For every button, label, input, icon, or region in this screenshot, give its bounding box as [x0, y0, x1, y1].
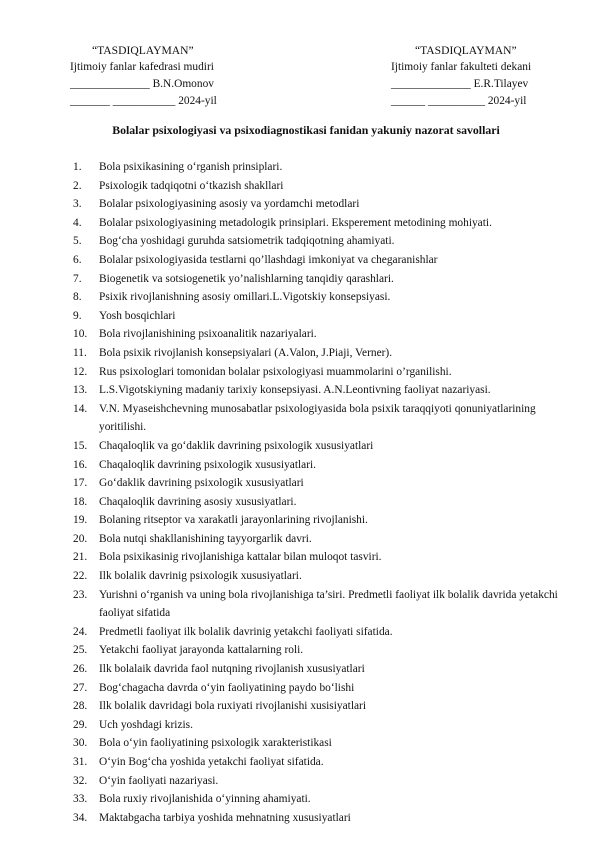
question-text: Ilk bolalik davridagi bola ruxiyati rivojlanishi xusisiyatlari [99, 700, 366, 713]
question-item [73, 195, 573, 214]
question-text: Psixik rivojlanishning asosiy omillari.L.Vigotskiy konsepsiyasi. [99, 291, 391, 304]
approval-position: Ijtimoiy fanlar kafedrasi mudiri [70, 61, 214, 73]
question-text: Ilk bolalaik davrida faol nutqning rivojlanish xususiyatlari [99, 663, 365, 676]
question-number: 3. [73, 198, 82, 211]
question-item [73, 158, 573, 177]
question-item [73, 437, 573, 456]
question-number: 9. [73, 309, 82, 322]
question-item [73, 232, 573, 251]
question-item [73, 325, 573, 344]
question-text: Bolalar psixologiyasida testlarni qo’llashdagi imkoniyat va chegaranishlar [99, 253, 438, 266]
question-number: 22. [73, 570, 88, 583]
question-text: O‘yin faoliyati nazariyasi. [99, 774, 219, 787]
approval-heading: “TASDIQLAYMAN” [92, 44, 194, 57]
question-number: 21. [73, 551, 88, 564]
question-item [73, 641, 573, 660]
question-number: 20. [73, 532, 88, 545]
question-number: 19. [73, 514, 88, 527]
question-number: 16. [73, 458, 88, 471]
question-item [73, 567, 573, 586]
approval-signature-line: ______________ E.R.Tilayev [391, 78, 529, 90]
question-text: Chaqaloqlik davrining asosiy xususiyatlari. [99, 495, 297, 508]
question-item [73, 400, 573, 437]
question-item [73, 270, 573, 289]
question-item [73, 177, 573, 196]
question-number: 15. [73, 439, 88, 452]
question-text: Uch yoshdagi krizis. [99, 718, 193, 731]
question-item [73, 548, 573, 567]
question-text: Bolalar psixologiyasining asosiy va yordamchi metodlari [99, 198, 360, 211]
question-number: 29. [73, 718, 88, 731]
question-item [73, 511, 573, 530]
question-number: 17. [73, 477, 88, 490]
question-item [73, 474, 573, 493]
question-number: 26. [73, 663, 88, 676]
question-text: O‘yin Bog‘cha yoshida yetakchi faoliyat sifatida. [99, 756, 324, 768]
question-item [73, 344, 573, 363]
question-number: 6. [73, 253, 82, 266]
question-number: 10. [73, 328, 88, 341]
question-item [73, 530, 573, 549]
question-number: 1. [73, 161, 82, 173]
question-item [73, 753, 573, 772]
question-text: Bola o‘yin faoliyatining psixologik xarakteristikasi [99, 737, 332, 750]
question-number: 30. [73, 737, 88, 750]
question-text: Yurishni o‘rganish va uning bola rivojlanishiga ta’siri. Predmetli faoliyat ilk bolalik davrida yetakchi faoliyat sifatida [99, 588, 558, 620]
question-item [73, 214, 573, 233]
question-text: Ilk bolalik davrinig psixologik xususiyatlari. [99, 570, 302, 583]
question-item [73, 307, 573, 326]
question-text: Bolalar psixologiyasining metadologik prinsiplari. Eksperement metodining mohiyati. [99, 216, 492, 229]
question-item [73, 697, 573, 716]
question-number: 5. [73, 235, 82, 248]
question-number: 18. [73, 495, 88, 508]
question-text: Bog‘cha yoshidagi guruhda satsiometrik tadqiqotning ahamiyati. [99, 235, 395, 248]
question-item [73, 679, 573, 698]
question-item [73, 493, 573, 512]
question-item [73, 809, 573, 828]
question-item [73, 456, 573, 475]
question-text: Predmetli faoliyat ilk bolalik davrinig yetakchi faoliyati sifatida. [99, 625, 393, 638]
question-number: 33. [73, 793, 88, 806]
question-number: 27. [73, 681, 88, 694]
approval-block-right [391, 42, 531, 110]
question-number: 32. [73, 774, 88, 787]
question-item [73, 623, 573, 642]
question-text: Bola psixikasinig rivojlanishiga kattalar bilan muloqot tasviri. [99, 551, 382, 564]
question-item [73, 381, 573, 400]
question-text: Bola ruxiy rivojlanishida o‘yinning ahamiyati. [99, 793, 311, 806]
approval-heading: “TASDIQLAYMAN” [415, 44, 517, 57]
question-text: Rus psixologlari tomonidan bolalar psixologiyasi muammolarini o’rganilishi. [99, 365, 452, 378]
approval-position: Ijtimoiy fanlar fakulteti dekani [391, 61, 532, 73]
question-number: 11. [73, 346, 87, 359]
question-number: 28. [73, 700, 88, 713]
question-text: Bolaning ritseptor va xarakatli jarayonlarining rivojlanishi. [99, 514, 368, 527]
question-number: 31. [73, 756, 88, 768]
question-text: V.N. Myaseishchevning munosabatlar psixologiyasida bola psixik taraqqiyoti qonuniyatlarining yoritilishi. [99, 402, 536, 434]
question-number: 34. [73, 811, 88, 824]
question-text: Bola psixik rivojlanish konsepsiyalari (A.Valon, J.Piaji, Verner). [99, 346, 393, 359]
question-text: Chaqaloqlik davrining psixologik xususiyatlari. [99, 458, 317, 471]
question-item [73, 251, 573, 270]
question-text: Bola psixikasining o‘rganish prinsiplari. [99, 161, 283, 173]
question-text: Chaqaloqlik va go‘daklik davrining psixologik xususiyatlari [99, 439, 374, 452]
document-title: Bolalar psixologiyasi va psixodiagnostikasi fanidan yakuniy nazorat savollari [112, 123, 500, 137]
question-text: Yosh bosqichlari [99, 309, 176, 322]
question-number: 25. [73, 644, 88, 657]
question-text: Biogenetik va sotsiogenetik yo’nalishlarning tanqidiy qarashlari. [99, 272, 394, 285]
question-item [73, 586, 573, 623]
question-text: Bola nutqi shakllanishining tayyorgarlik davri. [99, 532, 312, 545]
question-item [73, 772, 573, 791]
question-item [73, 790, 573, 809]
question-item [73, 734, 573, 753]
question-text: Bola rivojlanishining psixoanalitik nazariyalari. [99, 328, 317, 341]
question-item [73, 363, 573, 382]
question-number: 7. [73, 272, 82, 285]
question-text: Yetakchi faoliyat jarayonda kattalarning roli. [99, 644, 304, 657]
approval-date-line: ______ __________ 2024-yil [391, 95, 527, 107]
question-number: 13. [73, 384, 88, 397]
question-text: L.S.Vigotskiyning madaniy tarixiy konsepsiyasi. A.N.Leontivning faoliyat nazariyasi. [99, 384, 491, 397]
question-number: 24. [73, 625, 88, 638]
approval-signature-line: ______________ B.N.Omonov [70, 78, 214, 90]
question-number: 4. [73, 216, 82, 229]
question-text: Maktabgacha tarbiya yoshida mehnatning xususiyatlari [99, 811, 351, 824]
approval-date-line: _______ ___________ 2024-yil [70, 95, 217, 107]
question-item [73, 660, 573, 679]
question-number: 2. [73, 179, 82, 192]
approval-block-left [70, 42, 217, 110]
question-list [73, 158, 573, 827]
question-number: 23. [73, 588, 88, 601]
question-text: Bog‘chagacha davrda o‘yin faoliyatining paydo bo‘lishi [99, 681, 355, 694]
question-number: 12. [73, 365, 88, 378]
question-number: 8. [73, 291, 82, 304]
question-number: 14. [73, 402, 88, 415]
question-text: Go‘daklik davrining psixologik xususiyatlari [99, 477, 304, 490]
question-item [73, 288, 573, 307]
question-text: Psixologik tadqiqotni o‘tkazish shakllari [99, 179, 284, 192]
question-item [73, 716, 573, 735]
